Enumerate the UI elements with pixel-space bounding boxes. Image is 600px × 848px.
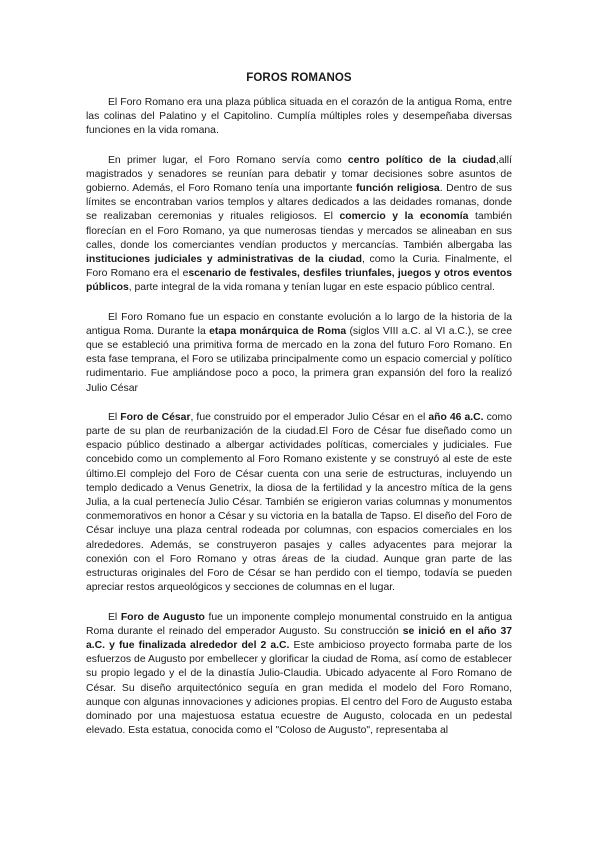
text-run: , como la Curia. Finalmente, el Foro Romano era el e <box>86 254 512 280</box>
bold-text: Foro de César <box>120 411 191 423</box>
text-run: El <box>108 611 121 623</box>
paragraph <box>86 611 512 739</box>
paragraph <box>86 411 512 596</box>
bold-text: scenario de festivales, desfiles triunfales, juegos y otros eventos públicos <box>86 268 512 294</box>
paragraph <box>86 96 512 139</box>
text-run: también florecían en el Foro Romano, ya que numerosas tiendas y mercados se alineaban en sus calles, donde los comerciantes vendían productos y mercancías. También albergaba las <box>86 211 512 251</box>
text-run: como parte de su plan de reurbanización de la ciudad.El Foro de César fue diseñado como un espacio público destinado a albergar actividades políticas, comerciales y judiciales. Fue concebido como un complemento al Foro Romano existente y se construyó al este de este último.El complejo del Foro de César cuenta con una serie de estructuras, incluyendo un templo dedicado a Venus Genetrix, la diosa de la fertilidad y la ancestro mítica de la gens Julia, a la cual pertenecía Julio César. También se erigieron varias columnas y monumentos conmemorativos en honor a César y su victoria en la batalla de Tapso. El diseño del Foro de César incluye una plaza central rodeada por columnas, con espacios comerciales en los alrededores. Además, se construyeron pasajes y calles adyacentes para mejorar la conexión con el Foro Romano y otras áreas de la ciudad. Aunque gran parte de las estructuras originales del Foro de César se han perdido con el tiempo, todavía se pueden apreciar restos arqueológicos y secciones de columnas en el lugar. <box>86 411 512 594</box>
text-run: , parte integral de la vida romana y tenían lugar en este espacio público central. <box>128 282 495 294</box>
document-body <box>86 96 512 738</box>
paragraph <box>86 311 512 396</box>
text-run: El Foro Romano era una plaza pública situada en el corazón de la antigua Roma, entre las colinas del Palatino y el Capitolino. Cumplía múltiples roles y desempeñaba diversas funciones en la vida romana. <box>86 97 512 137</box>
document-title: FOROS ROMANOS <box>246 72 352 84</box>
text-run: El Foro Romano fue un espacio en constante evolución a lo largo de la historia de la antigua Roma. Durante la <box>86 311 512 337</box>
text-run: El <box>108 411 121 423</box>
bold-text: se inició en el año 37 a.C. y fue finalizada alrededor del 2 a.C. <box>86 625 512 651</box>
bold-text: etapa monárquica de Roma <box>209 325 347 337</box>
bold-text: año 46 a.C. <box>428 411 484 423</box>
text-run: . Dentro de sus límites se encontraban varios templos y altares dedicados a las deidades romanas, donde se realizaban ceremonias y rituales religiosos. El <box>86 183 512 223</box>
text-run: En primer lugar, el Foro Romano servía como <box>108 154 348 166</box>
text-run: , fue construido por el emperador Julio César en el <box>190 411 429 423</box>
text-run: Este ambicioso proyecto formaba parte de los esfuerzos de Augusto por embellecer y glorificar la ciudad de Roma, así como de establecer su propio legado y el de la dinastía Julio-Claudia. Ubicado adyacente al Foro Romano de César. Su diseño arquitectónico seguía en gran medida el modelo del Foro Romano, aunque con algunas innovaciones y adiciones propias. El centro del Foro de Augusto estaba dominado por una majestuosa estatua ecuestre de Augusto, colocada en un pedestal elevado. Esta estatua, conocida como el "Coloso de Augusto", representaba al <box>86 639 512 737</box>
bold-text: instituciones judiciales y administrativas de la ciudad <box>86 254 362 266</box>
text-run: fue un imponente complejo monumental construido en la antigua Roma durante el reinado del emperador Augusto. Su construcción <box>86 611 512 637</box>
bold-text: función religiosa <box>355 183 440 195</box>
bold-text: Foro de Augusto <box>120 611 205 623</box>
text-run: (siglos VIII a.C. al VI a.C.), se cree que se estableció una primitiva forma de mercado en la zona del futuro Foro Romano. En esta fase temprana, el Foro se utilizaba principalmente como un espacio comercial y político rudimentario. Fue ampliándose poco a poco, la primera gran expansión del foro la realizó Julio César <box>86 325 512 394</box>
text-run: ,allí magistrados y senadores se reunían para debatir y tomar decisiones sobre asuntos de gobierno. Además, el Foro Romano tenía una importante <box>86 154 512 195</box>
paragraph <box>86 154 512 296</box>
bold-text: comercio y la economía <box>339 211 469 223</box>
bold-text: centro político de la ciudad <box>347 154 496 166</box>
